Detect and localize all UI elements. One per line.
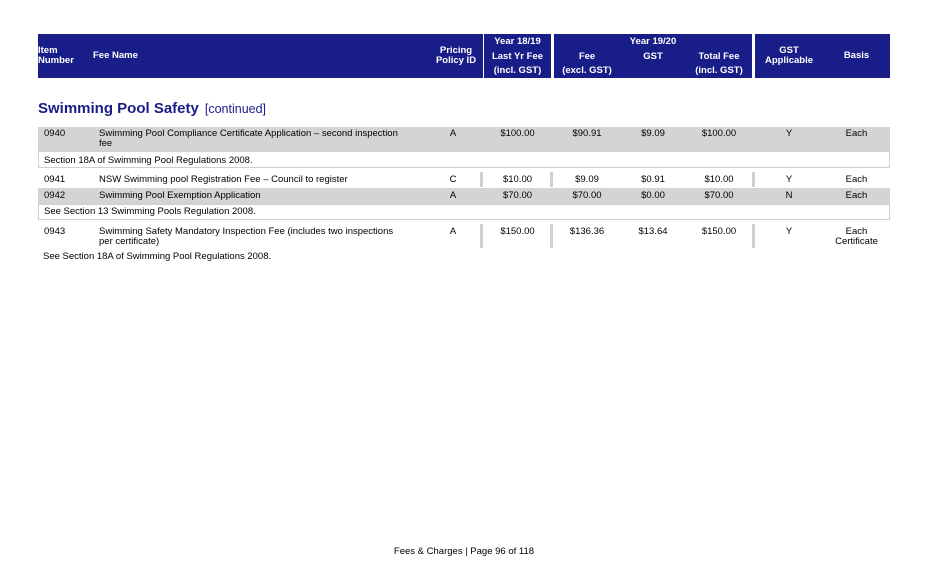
header-fee: Fee — [578, 51, 596, 62]
page-footer: Fees & Charges | Page 96 of 118 — [393, 546, 535, 557]
fee-name: Swimming Safety Mandatory Inspection Fee (includes two inspections per certificate) — [99, 226, 394, 247]
last-yr-fee: $70.00 — [502, 190, 533, 201]
header-basis: Basis — [843, 50, 870, 61]
header-item-number: Item Number — [38, 45, 74, 66]
table-header — [38, 34, 890, 78]
pricing-policy: A — [449, 226, 457, 237]
basis: Each — [845, 174, 868, 185]
gst-applicable: Y — [785, 174, 793, 185]
row-note-text: See Section 13 Swimming Pools Regulation 2008. — [44, 206, 256, 217]
column-separator — [752, 172, 755, 187]
header-gst: GST — [643, 51, 663, 62]
column-separator — [752, 224, 755, 248]
fee-name: Swimming Pool Compliance Certificate Application – second inspection fee — [99, 128, 398, 149]
fee-excl: $136.36 — [569, 226, 605, 237]
total-fee: $150.00 — [701, 226, 737, 237]
fee-name: NSW Swimming pool Registration Fee – Council to register — [99, 174, 348, 185]
pricing-policy: A — [449, 190, 457, 201]
column-separator — [550, 224, 553, 248]
table-row — [38, 224, 890, 250]
total-fee: $100.00 — [701, 128, 737, 139]
fee-excl: $70.00 — [572, 190, 602, 201]
item-number: 0943 — [44, 226, 66, 237]
header-fee-excl: (excl. GST) — [562, 65, 612, 76]
column-separator — [480, 172, 483, 187]
row-note — [38, 151, 890, 168]
gst-applicable: N — [785, 190, 793, 201]
header-gst-applicable: GST Applicable — [764, 45, 814, 66]
row-note-text: See Section 18A of Swimming Pool Regulations 2008. — [43, 251, 272, 262]
gst-amount: $13.64 — [638, 226, 668, 237]
pricing-policy: C — [449, 174, 457, 185]
section-continued: [continued] — [204, 102, 267, 116]
fee-excl: $90.91 — [572, 128, 602, 139]
header-pricing-policy: Pricing Policy ID — [435, 45, 477, 66]
column-separator — [550, 172, 553, 187]
header-last-yr-incl: (incl. GST) — [493, 65, 542, 76]
total-fee: $10.00 — [704, 174, 734, 185]
section-title-text: Swimming Pool Safety — [38, 100, 199, 117]
header-fee-name: Fee Name — [93, 50, 138, 61]
row-note — [38, 250, 890, 264]
gst-amount: $9.09 — [641, 128, 665, 139]
pricing-policy: A — [449, 128, 457, 139]
column-separator — [480, 224, 483, 248]
fee-name: Swimming Pool Exemption Application — [99, 190, 261, 201]
gst-applicable: Y — [785, 128, 793, 139]
row-note-text: Section 18A of Swimming Pool Regulations 2008. — [44, 155, 253, 166]
item-number: 0941 — [44, 174, 66, 185]
gst-applicable: Y — [785, 226, 793, 237]
row-note — [38, 204, 890, 220]
last-yr-fee: $100.00 — [500, 128, 535, 139]
last-yr-fee: $150.00 — [500, 226, 535, 237]
total-fee: $70.00 — [704, 190, 734, 201]
item-number: 0942 — [44, 190, 66, 201]
section-title — [38, 100, 266, 117]
header-total-incl: (incl. GST) — [695, 65, 743, 76]
table-row — [38, 127, 890, 151]
gst-amount: $0.91 — [641, 174, 665, 185]
last-yr-fee: $10.00 — [502, 174, 533, 185]
header-total-fee: Total Fee — [698, 51, 740, 62]
basis: Each Certificate — [835, 226, 878, 247]
header-year-prev: Year 18/19 — [494, 36, 541, 47]
table-row — [38, 172, 890, 188]
header-last-yr-fee: Last Yr Fee — [491, 51, 544, 62]
gst-amount: $0.00 — [641, 190, 665, 201]
header-year-curr: Year 19/20 — [629, 36, 677, 47]
item-number: 0940 — [44, 128, 66, 139]
basis: Each — [845, 128, 868, 139]
fee-excl: $9.09 — [575, 174, 599, 185]
basis: Each — [845, 190, 868, 201]
table-row — [38, 188, 890, 204]
